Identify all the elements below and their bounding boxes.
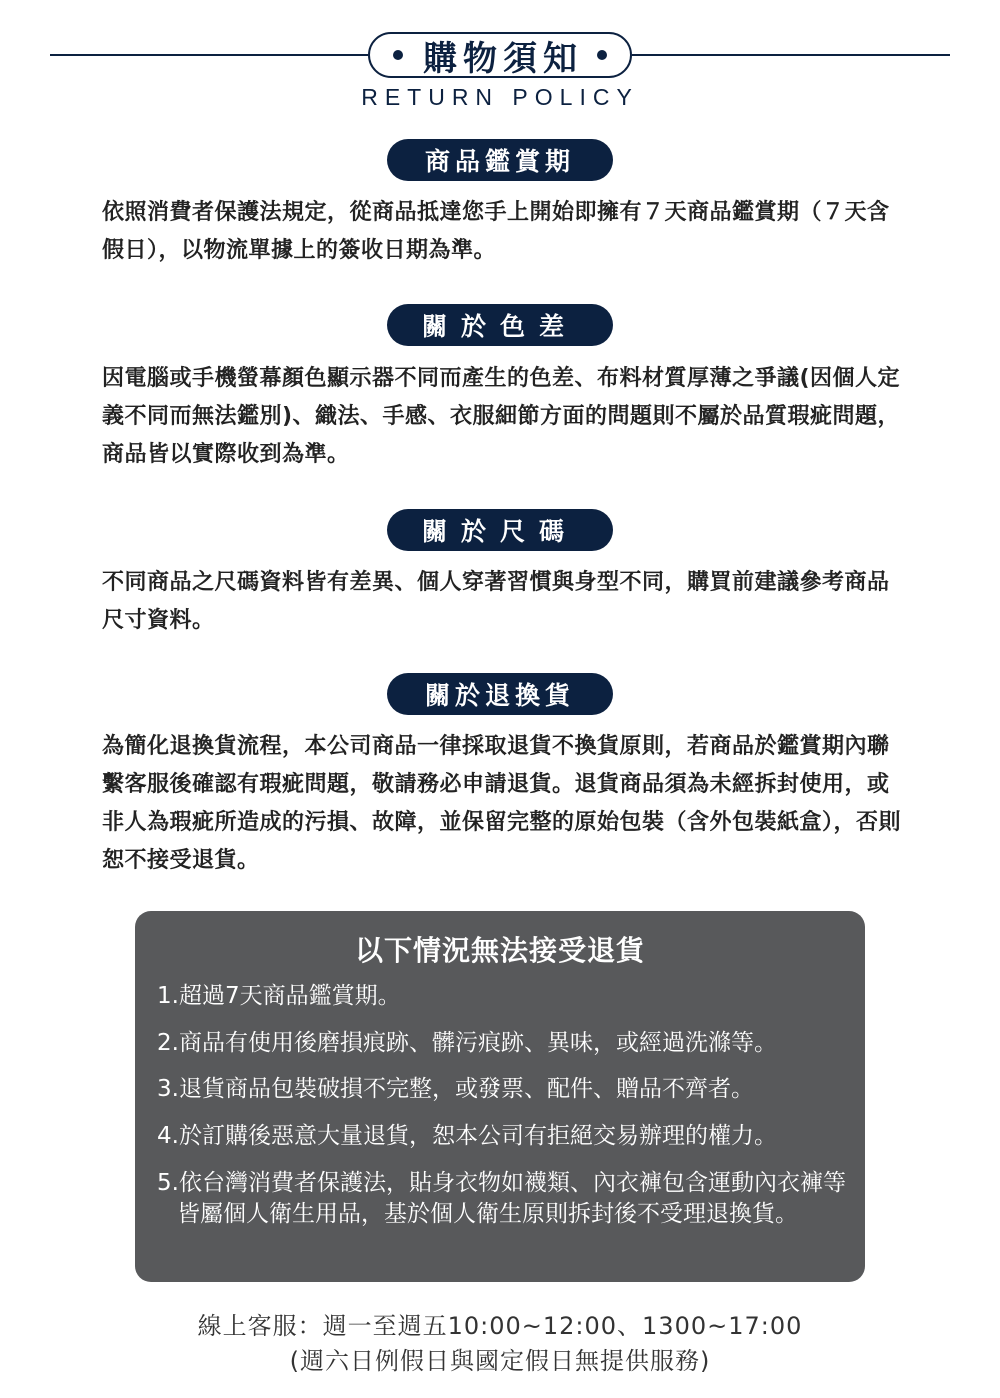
customer-service-note: (週六日例假日與國定假日無提供服務) (289, 1347, 711, 1375)
condition-item: 2.商品有使用後磨損痕跡、髒污痕跡、異味，或經過洗滌等。 (157, 1030, 777, 1056)
conditions-title: 以下情況無法接受退貨 (354, 934, 645, 967)
section-text-appreciation-period: 依照消費者保護法規定，從商品抵達您手上開始即擁有７天商品鑑賞期（７天含假日），以物流單據上的簽收日期為準。 (102, 200, 890, 263)
bullet-dot-icon (393, 50, 403, 60)
section-label-returns: 關於退換貨 (387, 673, 613, 715)
header (0, 0, 1000, 120)
section-text-size: 不同商品之尺碼資料皆有差異、個人穿著習慣與身型不同，購買前建議參考商品尺寸資料。 (102, 570, 890, 633)
condition-item: 1.超過7天商品鑑賞期。 (157, 983, 401, 1009)
header-rule-right (632, 54, 950, 56)
section-text-returns: 為簡化退換貨流程，本公司商品一律採取退貨不換貨原則，若商品於鑑賞期內聯繫客服後確認有瑕疵問題，敬請務必申請退貨。退貨商品須為未經拆封使用，或非人為瑕疵所造成的污損、故障，並保留完整的原始包裝（含外包裝紙盒），否則恕不接受退貨。 (102, 734, 902, 873)
page-subtitle: RETURN POLICY (361, 84, 639, 110)
condition-item: 3.退貨商品包裝破損不完整，或發票、配件、贈品不齊者。 (157, 1076, 754, 1102)
section-label-color-difference: 關於色差 (387, 304, 613, 346)
condition-item: 5.依台灣消費者保護法，貼身衣物如襪類、內衣褲包含運動內衣褲等皆屬個人衛生用品，基於個人衛生原則拆封後不受理退換貨。 (157, 1170, 846, 1227)
section-text-color-difference: 因電腦或手機螢幕顏色顯示器不同而產生的色差、布料材質厚薄之爭議(因個人定義不同而無法鑑別)、織法、手感、衣服細節方面的問題則不屬於品質瑕疵問題，商品皆以實際收到為準。 (102, 366, 901, 467)
non-returnable-conditions-box (135, 911, 865, 1282)
page-title: 購物須知 (423, 38, 583, 79)
bullet-dot-icon (597, 50, 607, 60)
title-badge (368, 32, 632, 78)
section-label-appreciation-period: 商品鑑賞期 (387, 139, 613, 181)
condition-item: 4.於訂購後惡意大量退貨，恕本公司有拒絕交易辦理的權力。 (157, 1123, 777, 1149)
header-rule-left (50, 54, 368, 56)
section-label-size: 關於尺碼 (387, 509, 613, 551)
customer-service-hours: 線上客服：週一至週五10:00~12:00、1300~17:00 (197, 1312, 803, 1340)
